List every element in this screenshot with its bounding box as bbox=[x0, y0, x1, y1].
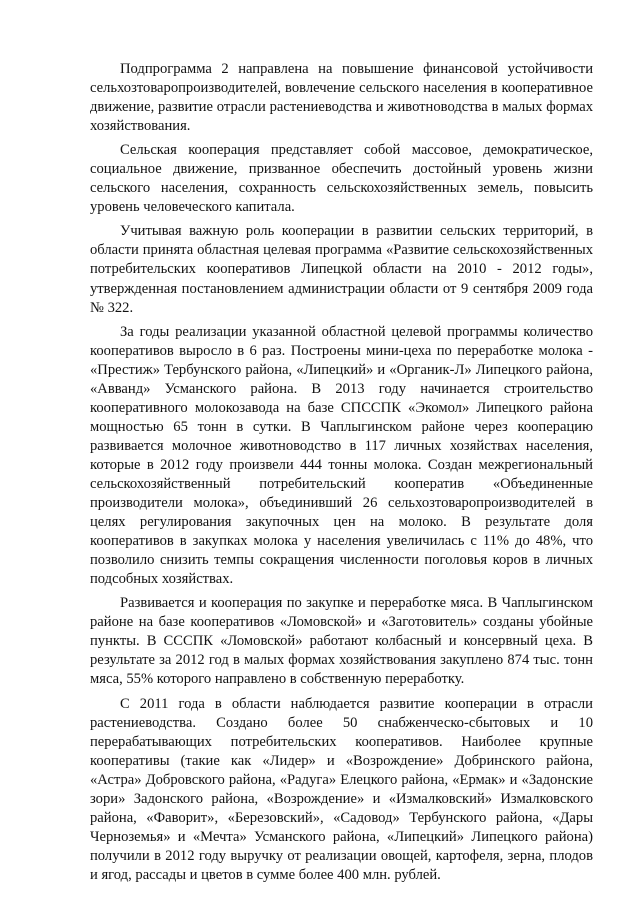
document-page bbox=[90, 60, 593, 890]
paragraph-regional-program: Учитывая важную роль кооперации в развитии сельских территорий, в области принята областная целевая программа «Развитие сельскохозяйственных потребительских кооперативов Липецкой области на 2010 - 2012 годы», утвержденная постановлением администрации области от 9 сентября 2009 года № 322. bbox=[90, 223, 593, 316]
paragraph-subprogram-2: Подпрограмма 2 направлена на повышение финансовой устойчивости сельхозтоваропроизводителей, вовлечение сельского населения в кооперативное движение, развитие отрасли растениеводства и животноводства в малых формах хозяйствования. bbox=[90, 61, 593, 135]
paragraph-crop-cooperatives: С 2011 года в области наблюдается развитие кооперации в отрасли растениеводства. Создано более 50 снабженческо-сбытовых и 10 перерабатывающих потребительских кооперативов. Наиболее крупные кооперативы (такие как «Лидер» и «Возрождение» Добринского района, «Астра» Добровского района, «Радуга» Елецкого района, «Ермак» и «Задонские зори» Задонского района, «Возрождение» и «Измалковский» Измалковского района, «Фаворит», «Березовский», «Садовод» Тербунского района, «Дары Черноземья» и «Мечта» Усманского района, «Липецкий» Липецкого района) получили в 2012 году выручку от реализации овощей, картофеля, зерна, плодов и ягод, рассады и цветов в сумме более 400 млн. рублей. bbox=[90, 695, 593, 883]
paragraph-rural-cooperation: Сельская кооперация представляет собой массовое, демократическое, социальное движение, призванное обеспечить достойный уровень жизни сельского населения, сохранность сельскохозяйственных земель, повысить уровень человеческого капитала. bbox=[90, 142, 593, 216]
paragraph-milk-cooperatives: За годы реализации указанной областной целевой программы количество кооперативов выросло в 6 раз. Построены мини-цеха по переработке молока - «Престиж» Тербунского района, «Липецкий» и «Органик-Л» Липецкого района, «Авванд» Усманского района. В 2013 году начинается строительство кооперативного молокозавода на базе СПССПК «Экомол» Липецкого района мощностью 65 тонн в сутки. В Чаплыгинском районе через кооперацию развивается молочное животноводство в 117 личных хозяйствах населения, которые в 2012 году произвели 444 тонны молока. Создан межрегиональный сельскохозяйственный потребительский кооператив «Объединенные производители молока», объединивший 26 сельхозтоваропроизводителей в целях регулирования закупочных цен на молоко. В результате доля кооперативов в закупках молока у населения увеличилась с 11% до 48%, что позволило снизить темпы сокращения численности поголовья коров в личных подсобных хозяйствах. bbox=[90, 323, 593, 588]
paragraph-meat-cooperatives: Развивается и кооперация по закупке и переработке мяса. В Чаплыгинском районе на базе кооперативов «Ломовской» и «Заготовитель» созданы убойные пункты. В СССПК «Ломовской» работают колбасный и консервный цеха. В результате за 2012 год в малых формах хозяйствования закуплено 874 тыс. тонн мяса, 55% которого направлено в собственную переработку. bbox=[90, 595, 593, 688]
